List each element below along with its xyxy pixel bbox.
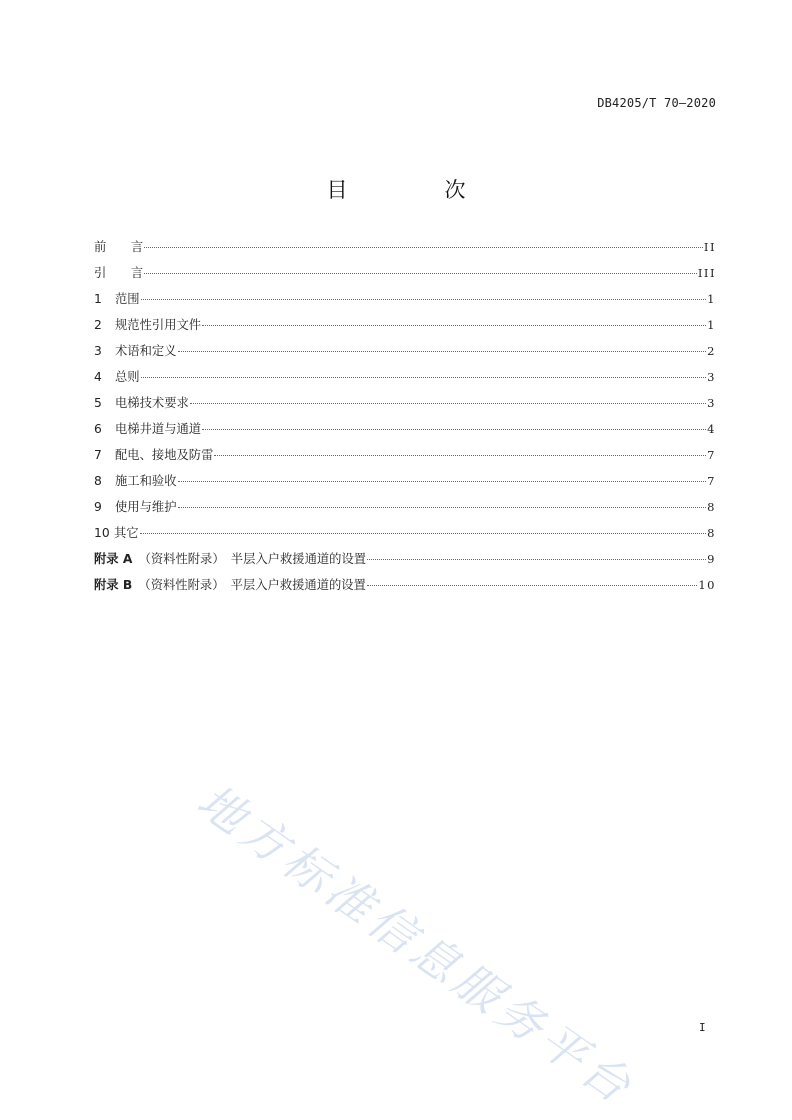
toc-entry-number: 6 xyxy=(94,422,102,436)
toc-leader-dots xyxy=(367,559,706,560)
toc-entry-number: 5 xyxy=(94,396,102,410)
toc-leader-dots xyxy=(144,273,697,274)
toc-entry-page: 9 xyxy=(707,552,716,566)
toc-entry-number: 1 xyxy=(94,292,102,306)
toc-entry-label xyxy=(94,471,177,489)
page-number: I xyxy=(699,1021,706,1034)
toc-entry-text: 使用与维护 xyxy=(115,500,177,514)
toc-leader-dots xyxy=(202,429,706,430)
toc-entry-text: 其它 xyxy=(114,526,139,540)
toc-entry-label xyxy=(94,497,177,515)
toc-entry-page: 1 xyxy=(707,318,716,332)
toc-entry-label xyxy=(94,341,177,359)
table-of-contents xyxy=(94,237,716,601)
toc-leader-dots xyxy=(140,533,707,534)
toc-entry-number: 7 xyxy=(94,448,102,462)
toc-entry-page: 8 xyxy=(707,500,716,514)
toc-entry-page: 10 xyxy=(698,578,716,592)
toc-entry-text: 配电、接地及防雷 xyxy=(115,448,214,462)
toc-entry[interactable] xyxy=(94,263,716,289)
toc-entry-page: 2 xyxy=(707,344,716,358)
toc-leader-dots xyxy=(178,507,707,508)
toc-entry-text: 总则 xyxy=(115,370,140,384)
toc-entry-page: 7 xyxy=(707,448,716,462)
document-code: DB4205/T 70—2020 xyxy=(597,96,716,110)
toc-entry[interactable] xyxy=(94,341,716,367)
toc-entry-label xyxy=(94,237,143,255)
toc-entry[interactable] xyxy=(94,237,716,263)
watermark: 地方标准信息服务平台 xyxy=(187,773,645,1116)
toc-leader-dots xyxy=(202,325,706,326)
toc-leader-dots xyxy=(190,403,706,404)
toc-entry-text: 电梯井道与通道 xyxy=(115,422,202,436)
toc-entry-text: （资料性附录） 平层入户救援通道的设置 xyxy=(144,578,366,592)
toc-entry[interactable] xyxy=(94,445,716,471)
toc-leader-dots xyxy=(367,585,697,586)
toc-entry-text: 范围 xyxy=(115,292,140,306)
toc-entry-text: 引 言 xyxy=(94,266,144,280)
toc-entry-text: （资料性附录） 半层入户救援通道的设置 xyxy=(144,552,367,566)
toc-entry-number: 8 xyxy=(94,474,102,488)
toc-leader-dots xyxy=(144,247,703,248)
toc-entry-text: 施工和验收 xyxy=(115,474,177,488)
toc-entry[interactable] xyxy=(94,315,716,341)
toc-entry-number: 2 xyxy=(94,318,102,332)
toc-entry[interactable] xyxy=(94,367,716,393)
toc-entry-number: 9 xyxy=(94,500,102,514)
toc-entry-label xyxy=(94,419,201,437)
toc-entry-page: 3 xyxy=(707,370,716,384)
toc-entry-appendix-prefix: 附录 A xyxy=(94,552,133,566)
toc-leader-dots xyxy=(141,299,707,300)
toc-leader-dots xyxy=(178,351,707,352)
toc-entry-page: 1 xyxy=(707,292,716,306)
toc-entry-text: 电梯技术要求 xyxy=(115,396,189,410)
toc-entry-number: 10 xyxy=(94,526,110,540)
toc-entry-label xyxy=(94,393,189,411)
toc-entry-page: 4 xyxy=(707,422,716,436)
toc-entry-number: 3 xyxy=(94,344,102,358)
toc-entry-appendix-prefix: 附录 B xyxy=(94,578,133,592)
toc-entry-label xyxy=(94,445,213,463)
toc-leader-dots xyxy=(214,455,706,456)
toc-entry-page: 7 xyxy=(707,474,716,488)
toc-entry-page: 3 xyxy=(707,396,716,410)
toc-entry[interactable] xyxy=(94,549,716,575)
toc-entry-label xyxy=(94,367,140,385)
toc-leader-dots xyxy=(178,481,707,482)
toc-entry-label xyxy=(94,523,139,541)
toc-entry[interactable] xyxy=(94,523,716,549)
toc-entry-label xyxy=(94,289,140,307)
toc-entry-text: 术语和定义 xyxy=(115,344,177,358)
toc-entry[interactable] xyxy=(94,471,716,497)
toc-entry[interactable] xyxy=(94,419,716,445)
toc-entry-page: 8 xyxy=(707,526,716,540)
toc-entry-label xyxy=(94,575,366,593)
toc-entry-page: II xyxy=(703,240,716,254)
toc-entry[interactable] xyxy=(94,393,716,419)
toc-entry-number: 4 xyxy=(94,370,102,384)
toc-entry-label xyxy=(94,263,143,281)
toc-entry[interactable] xyxy=(94,575,716,601)
toc-entry-page: III xyxy=(697,266,716,280)
toc-entry[interactable] xyxy=(94,497,716,523)
page-title: 目 次 xyxy=(326,178,504,202)
toc-entry-label xyxy=(94,315,201,333)
toc-entry-text: 规范性引用文件 xyxy=(115,318,202,332)
toc-entry-text: 前 言 xyxy=(94,240,144,254)
toc-leader-dots xyxy=(141,377,707,378)
toc-entry[interactable] xyxy=(94,289,716,315)
toc-entry-label xyxy=(94,549,366,567)
